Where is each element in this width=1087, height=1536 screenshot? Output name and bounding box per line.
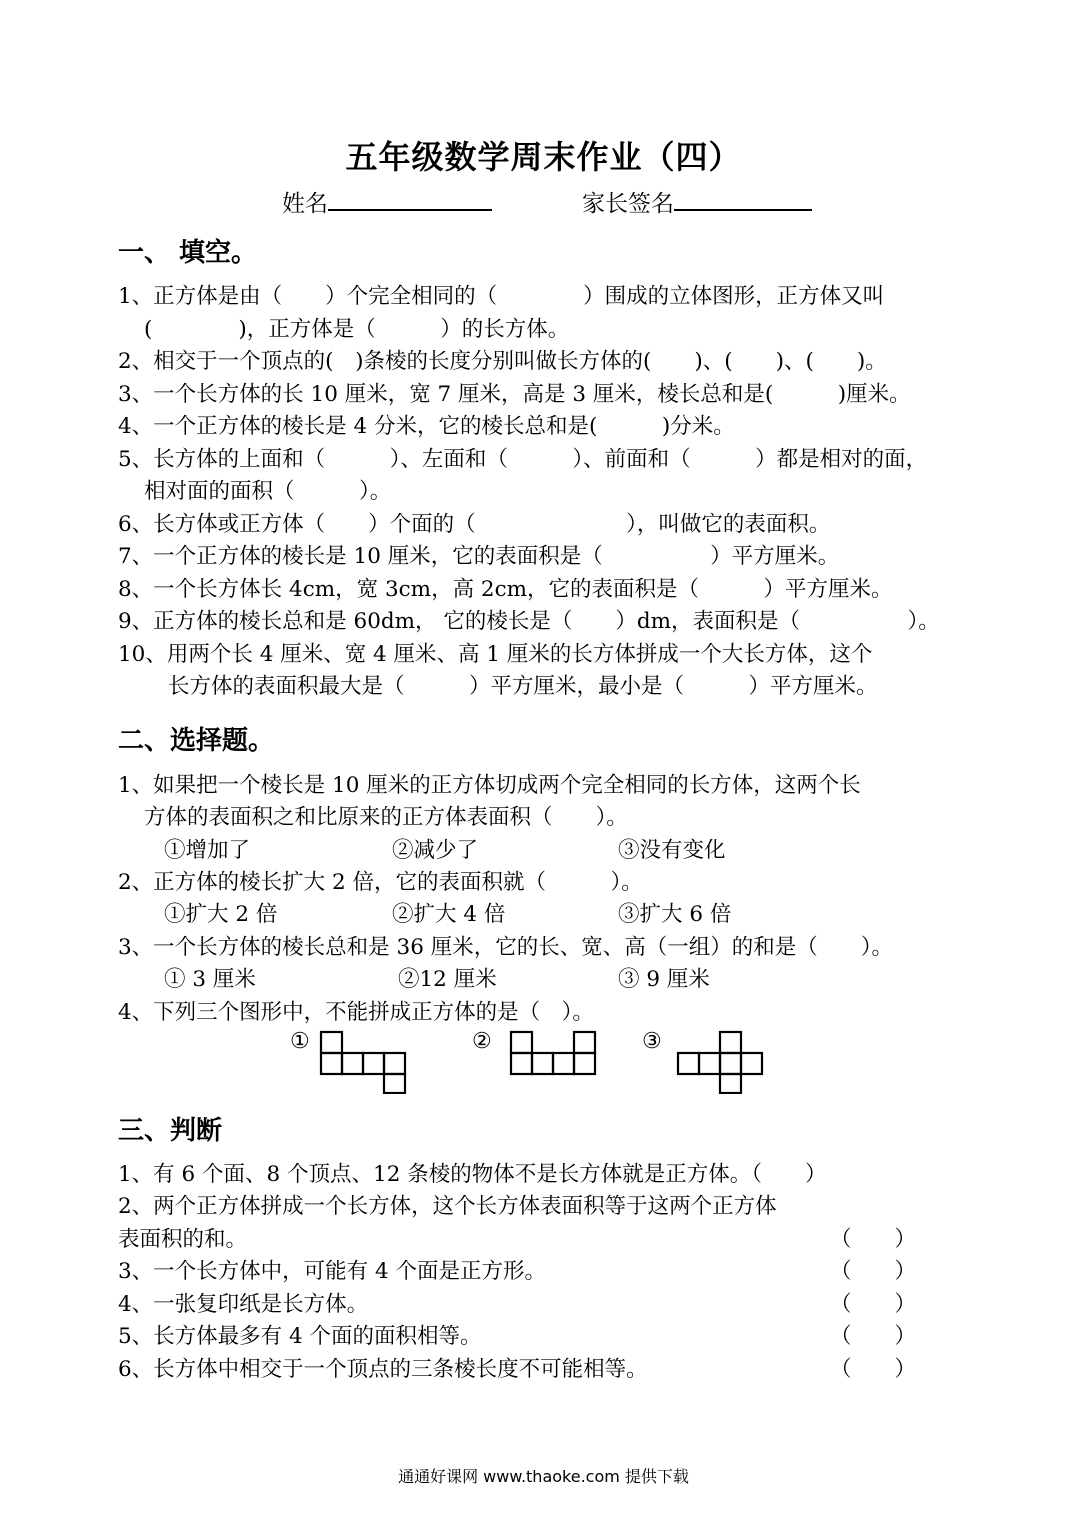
s3-q2-line-2: 表面积的和。 (118, 1227, 248, 1252)
name-label: 姓名 (282, 191, 328, 217)
parent-label: 家长签名 (582, 191, 674, 217)
s1-line-13: 长方体的表面积最大是（ ）平方厘米，最小是（ ）平方厘米。 (168, 674, 878, 699)
page-title: 五年级数学周末作业（四） (345, 138, 742, 176)
s2-q4: 4、下列三个图形中，不能拼成正方体的是（ ）。 (118, 1000, 594, 1025)
s1-line-3: 2、相交于一个顶点的( )条棱的长度分别叫做长方体的( )、( )、( )。 (118, 349, 887, 374)
section1-heading: 一、 填空。 (118, 238, 258, 268)
s1-line-7: 相对面的面积（ ）。 (144, 479, 392, 504)
s2-q3-option-1[interactable]: ① 3 厘米 (164, 967, 256, 992)
section3-heading: 三、判断 (118, 1116, 223, 1146)
s1-line-11: 9、正方体的棱长总和是 60dm， 它的棱长是（ ）dm，表面积是（ ）。 (118, 609, 940, 634)
s3-q2-answer[interactable]: （ ） (830, 1227, 917, 1252)
s2-q1-option-3[interactable]: ③没有变化 (618, 838, 726, 863)
footer-credit: 通通好课网 www.thaoke.com 提供下载 (398, 1467, 689, 1486)
s1-line-5: 4、一个正方体的棱长是 4 分米，它的棱长总和是( )分米。 (118, 414, 735, 439)
s1-line-12: 10、用两个长 4 厘米、宽 4 厘米、高 1 厘米的长方体拼成一个大长方体，这个 (118, 642, 873, 667)
student-name-field (282, 185, 492, 218)
net-label-2: ② (472, 1029, 492, 1054)
s1-line-6: 5、长方体的上面和（ ）、左面和（ ）、前面和（ ）都是相对的面， (118, 447, 928, 472)
s2-q3: 3、一个长方体的棱长总和是 36 厘米，它的长、宽、高（一组）的和是（ ）。 (118, 935, 893, 960)
s3-q4-answer[interactable]: （ ） (830, 1292, 917, 1317)
s2-q2: 2、正方体的棱长扩大 2 倍，它的表面积就（ ）。 (118, 870, 643, 895)
s2-q1-line-2: 方体的表面积之和比原来的正方体表面积（ ）。 (144, 805, 628, 830)
s1-line-1: 1、正方体是由（ ）个完全相同的（ ）围成的立体图形，正方体又叫 (118, 284, 885, 309)
s3-q5: 5、长方体最多有 4 个面的面积相等。 (118, 1324, 482, 1349)
s1-line-2: ( )，正方体是（ ）的长方体。 (144, 317, 570, 342)
s2-q3-option-3[interactable]: ③ 9 厘米 (618, 967, 710, 992)
s2-q1-option-1[interactable]: ①增加了 (164, 838, 251, 863)
s3-q1: 1、有 6 个面、8 个顶点、12 条棱的物体不是长方体就是正方体。（ ） (118, 1162, 827, 1187)
cube-net-1[interactable] (321, 1032, 405, 1093)
s2-q2-option-1[interactable]: ①扩大 2 倍 (164, 902, 278, 927)
net-label-3: ③ (642, 1029, 662, 1054)
parent-blank[interactable] (674, 187, 812, 211)
s3-q5-answer[interactable]: （ ） (830, 1324, 917, 1349)
s1-line-4: 3、一个长方体的长 10 厘米，宽 7 厘米，高是 3 厘米，棱长总和是( )厘米。 (118, 382, 911, 407)
s2-q2-option-2[interactable]: ②扩大 4 倍 (392, 902, 506, 927)
s2-q2-option-3[interactable]: ③扩大 6 倍 (618, 902, 732, 927)
cube-net-2[interactable] (511, 1032, 595, 1074)
s3-q2-line-1: 2、两个正方体拼成一个长方体，这个长方体表面积等于这两个正方体 (118, 1194, 777, 1219)
s3-q4: 4、一张复印纸是长方体。 (118, 1292, 369, 1317)
s3-q3-answer[interactable]: （ ） (830, 1259, 917, 1284)
parent-signature-field (582, 185, 812, 218)
s2-q1-line-1: 1、如果把一个棱长是 10 厘米的正方体切成两个完全相同的长方体，这两个长 (118, 773, 861, 798)
net-label-1: ① (290, 1029, 310, 1054)
s2-q1-option-2[interactable]: ②减少了 (392, 838, 479, 863)
section2-heading: 二、选择题。 (118, 726, 275, 756)
s1-line-10: 8、一个长方体长 4cm，宽 3cm，高 2cm，它的表面积是（ ）平方厘米。 (118, 577, 893, 602)
s3-q6-answer[interactable]: （ ） (830, 1357, 917, 1382)
cube-net-3[interactable] (678, 1032, 762, 1093)
s3-q6: 6、长方体中相交于一个顶点的三条棱长度不可能相等。 (118, 1357, 648, 1382)
name-blank[interactable] (328, 187, 492, 211)
s1-line-8: 6、长方体或正方体（ ）个面的（ ），叫做它的表面积。 (118, 512, 831, 537)
s2-q3-option-2[interactable]: ②12 厘米 (398, 967, 497, 992)
s1-line-9: 7、一个正方体的棱长是 10 厘米，它的表面积是（ ）平方厘米。 (118, 544, 840, 569)
cube-nets-figure (290, 1028, 770, 1094)
s3-q3: 3、一个长方体中，可能有 4 个面是正方形。 (118, 1259, 547, 1284)
